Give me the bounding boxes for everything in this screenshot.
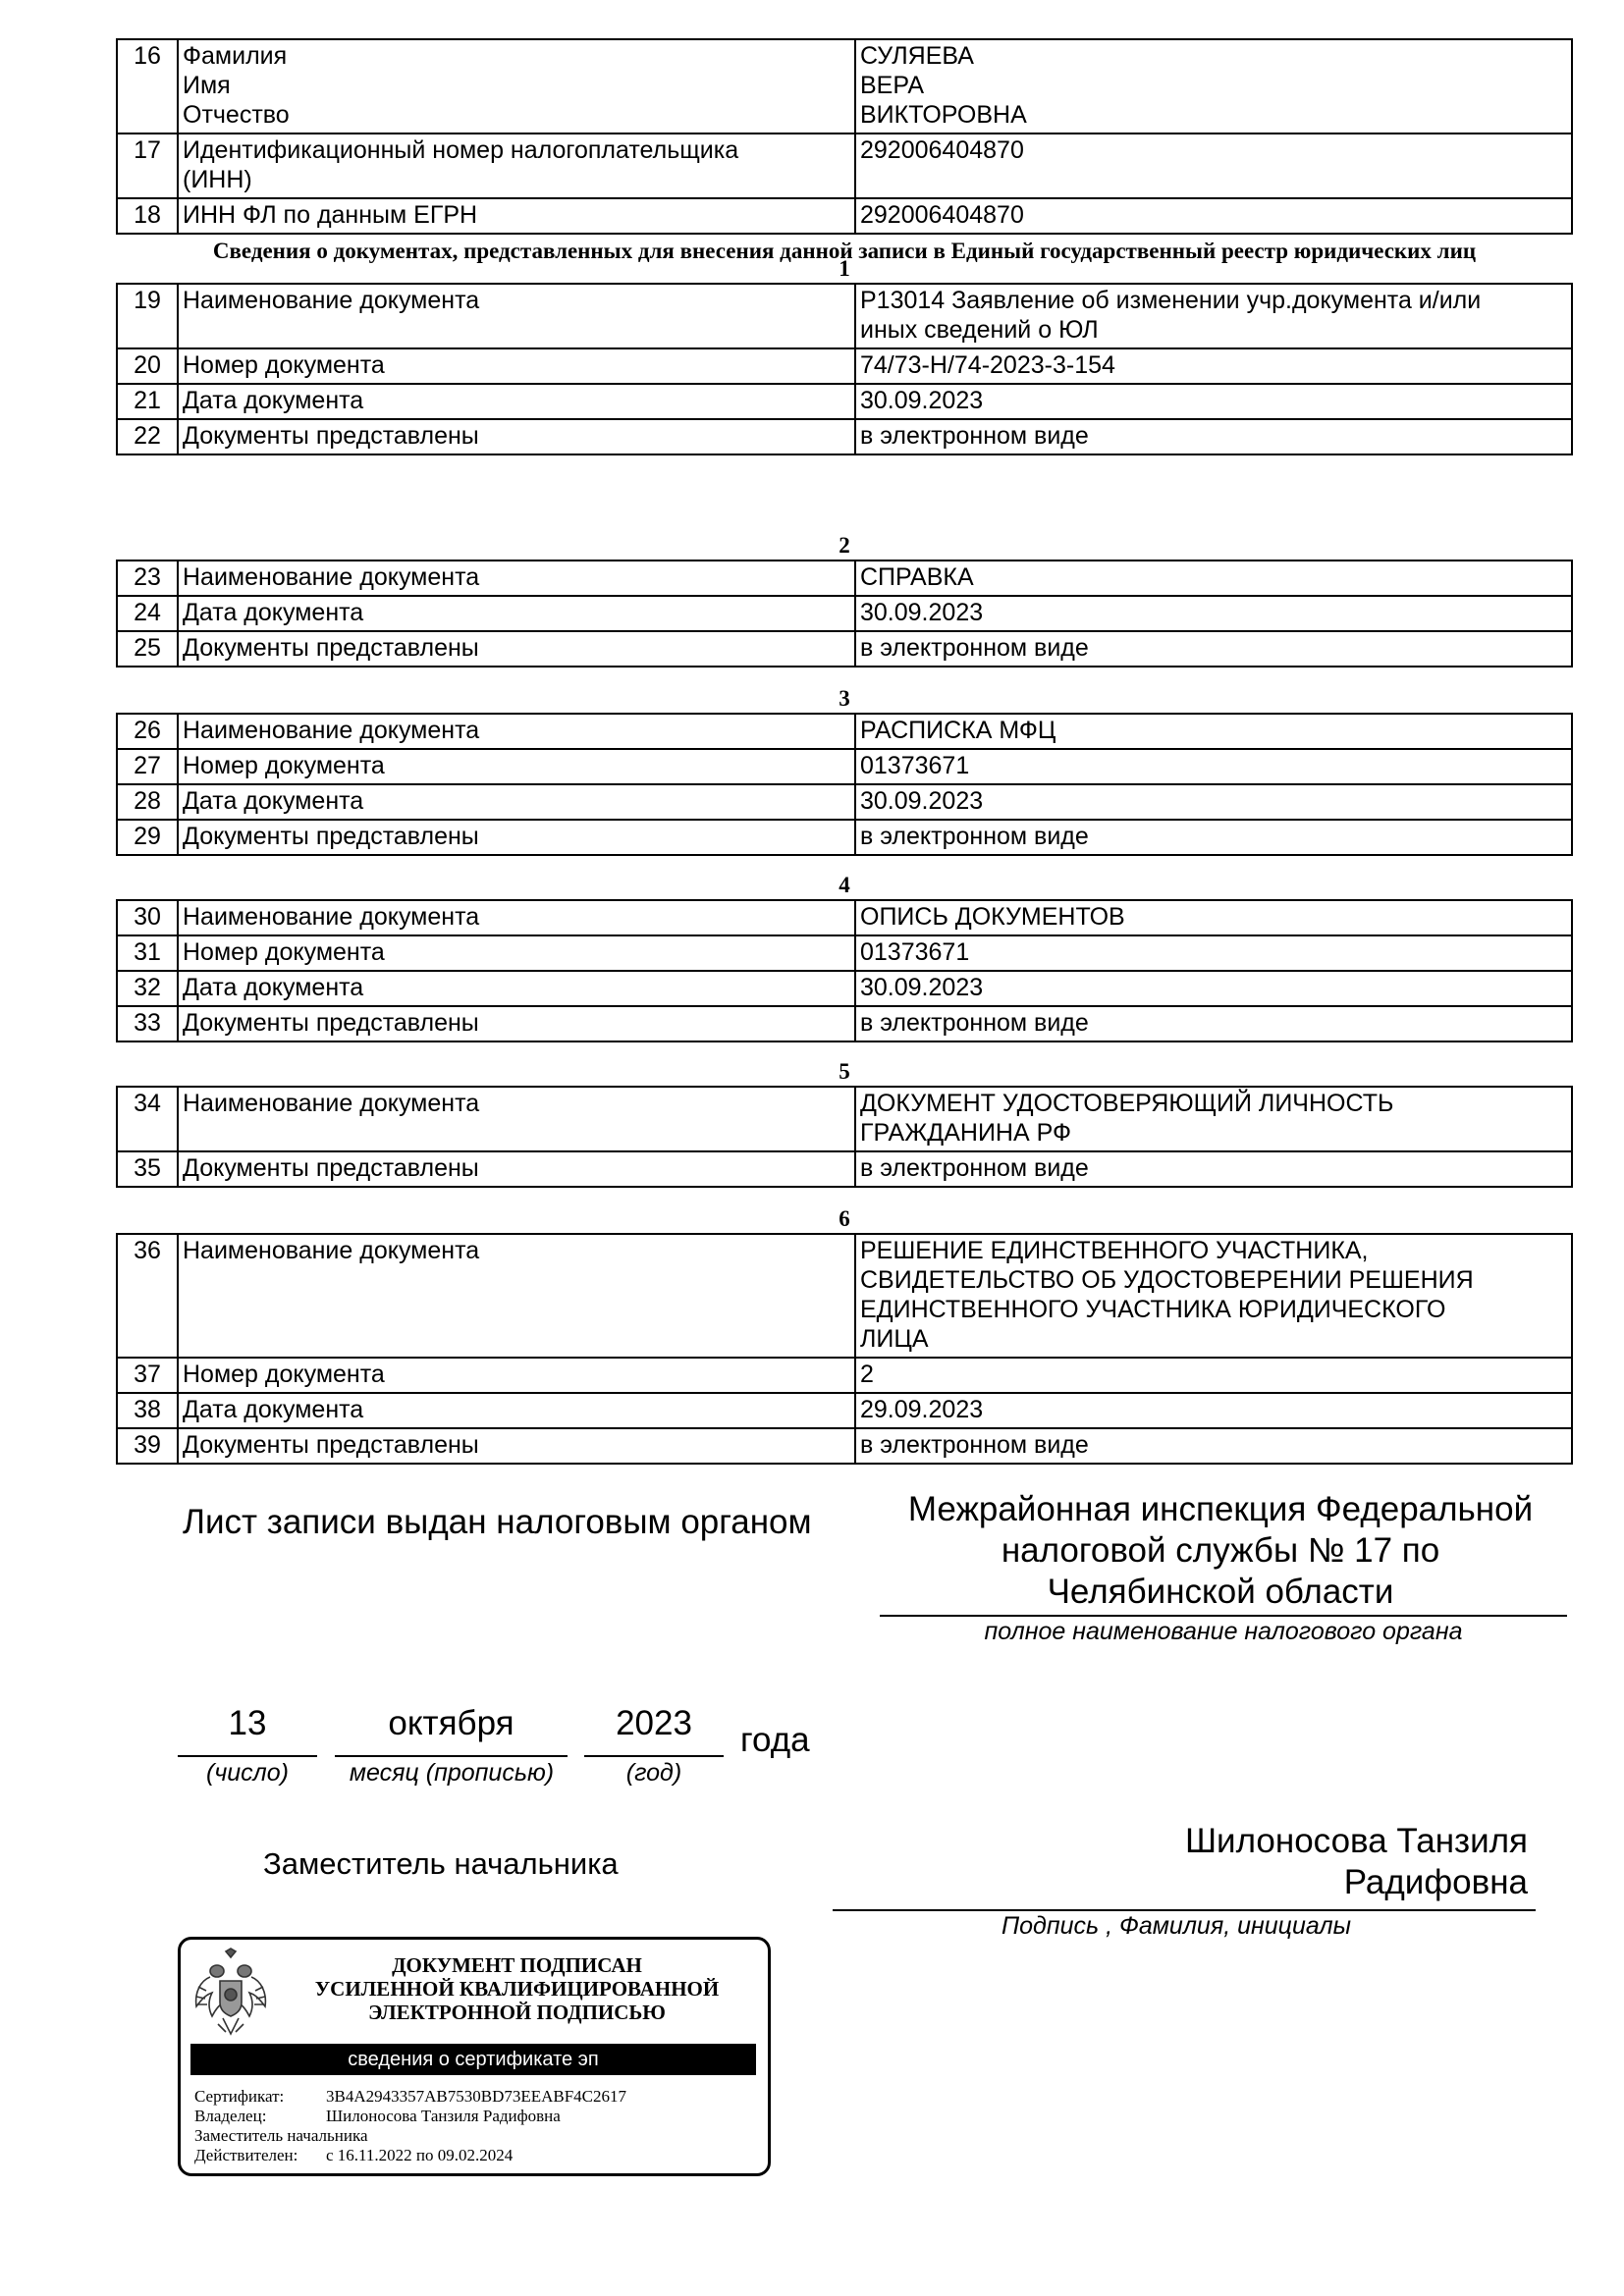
documents-heading: Сведения о документах, представленных для внесения данной записи в Единый государственный реестр юридических лиц (212, 239, 1477, 263)
table-row (117, 1234, 1572, 1358)
signature-caption: Подпись , Фамилия, инициалы (1001, 1912, 1351, 1940)
row-value: 2 (855, 1358, 1572, 1393)
row-number: 27 (117, 749, 178, 784)
date-suffix: года (740, 1721, 810, 1759)
row-number: 37 (117, 1358, 178, 1393)
row-label: Фамилия Имя Отчество (178, 39, 855, 133)
table-row (117, 820, 1572, 855)
signatory-name-line1: Шилоносова Танзиля (1184, 1822, 1528, 1860)
row-label: Номер документа (178, 1358, 855, 1393)
row-number: 24 (117, 596, 178, 631)
row-label: Номер документа (178, 749, 855, 784)
row-number: 22 (117, 419, 178, 454)
owner-row (194, 2107, 626, 2126)
row-value: Р13014 Заявление об изменении учр.документа и/или иных сведений о ЮЛ (855, 284, 1572, 348)
row-label: Идентификационный номер налогоплательщика (ИНН) (178, 133, 855, 198)
signature-underline (833, 1909, 1536, 1911)
row-value: СПРАВКА (855, 561, 1572, 596)
row-value: в электронном виде (855, 1151, 1572, 1187)
table-row (117, 971, 1572, 1006)
document-table (116, 713, 1573, 856)
row-label: Номер документа (178, 935, 855, 971)
row-value: 292006404870 (855, 133, 1572, 198)
row-label: Дата документа (178, 971, 855, 1006)
table-row (117, 384, 1572, 419)
signatory-name-line2: Радифовна (1343, 1863, 1528, 1901)
date-month: октября (388, 1704, 514, 1742)
row-number: 25 (117, 631, 178, 667)
row-value: 74/73-Н/74-2023-3-154 (855, 348, 1572, 384)
row-number: 35 (117, 1151, 178, 1187)
table-row (117, 198, 1572, 234)
section-number: 1 (839, 256, 850, 281)
certificate-info (194, 2087, 626, 2165)
row-label: Дата документа (178, 384, 855, 419)
row-value: 30.09.2023 (855, 971, 1572, 1006)
row-label: Документы представлены (178, 820, 855, 855)
document-table (116, 1086, 1573, 1188)
row-number: 21 (117, 384, 178, 419)
row-value: 292006404870 (855, 198, 1572, 234)
table-row (117, 284, 1572, 348)
stamp-title-line1: ДОКУМЕНТ ПОДПИСАН (392, 1953, 642, 1977)
signatory-name (982, 1821, 1528, 1903)
tax-authority-line2: налоговой службы № 17 по (1001, 1531, 1440, 1570)
document-table (116, 560, 1573, 667)
row-label: Документы представлены (178, 419, 855, 454)
date-day-underline (178, 1755, 317, 1757)
tax-authority-name (877, 1489, 1564, 1613)
row-value: ОПИСЬ ДОКУМЕНТОВ (855, 900, 1572, 935)
row-label: Дата документа (178, 784, 855, 820)
row-number: 19 (117, 284, 178, 348)
row-value: в электронном виде (855, 1006, 1572, 1041)
table-row (117, 631, 1572, 667)
table-row (117, 1393, 1572, 1428)
table-row (117, 900, 1572, 935)
date-year-caption: (год) (625, 1759, 682, 1787)
validity-row (194, 2146, 626, 2165)
row-value: 30.09.2023 (855, 596, 1572, 631)
table-row (117, 39, 1572, 133)
date-month-underline (335, 1755, 568, 1757)
table-row (117, 1006, 1572, 1041)
row-label: Дата документа (178, 596, 855, 631)
row-label: Наименование документа (178, 284, 855, 348)
certificate-label: Сертификат: (194, 2087, 285, 2106)
row-number: 18 (117, 198, 178, 234)
date-day-caption: (число) (206, 1759, 289, 1787)
section-number: 4 (839, 873, 850, 897)
row-label: Наименование документа (178, 561, 855, 596)
table-row (117, 784, 1572, 820)
row-value: 29.09.2023 (855, 1393, 1572, 1428)
section-number: 2 (839, 533, 850, 558)
row-label: Дата документа (178, 1393, 855, 1428)
date-year: 2023 (616, 1704, 692, 1742)
row-number: 31 (117, 935, 178, 971)
owner-value: Шилоносова Танзиля Радифовна (326, 2107, 561, 2125)
row-number: 26 (117, 714, 178, 749)
row-number: 29 (117, 820, 178, 855)
section-number: 3 (839, 686, 850, 711)
row-label: Наименование документа (178, 1234, 855, 1358)
tax-authority-line3: Челябинской области (1047, 1573, 1394, 1611)
owner-label: Владелец: (194, 2107, 267, 2125)
row-value: ДОКУМЕНТ УДОСТОВЕРЯЮЩИЙ ЛИЧНОСТЬ ГРАЖДАНИНА РФ (855, 1087, 1572, 1151)
table-row (117, 1151, 1572, 1187)
table-row (117, 419, 1572, 454)
row-number: 39 (117, 1428, 178, 1464)
table-row (117, 1087, 1572, 1151)
row-number: 28 (117, 784, 178, 820)
row-value: 01373671 (855, 935, 1572, 971)
stamp-title (294, 1953, 740, 2024)
issued-by-label: Лист записи выдан налоговым органом (183, 1503, 812, 1541)
tax-authority-line1: Межрайонная инспекция Федеральной (907, 1490, 1534, 1528)
row-label: Номер документа (178, 348, 855, 384)
row-value: 30.09.2023 (855, 784, 1572, 820)
date-day: 13 (228, 1704, 267, 1742)
row-number: 20 (117, 348, 178, 384)
tax-authority-underline (880, 1615, 1567, 1617)
certificate-info-bar: сведения о сертификате эп (190, 2044, 756, 2075)
row-label: Документы представлены (178, 631, 855, 667)
date-month-caption: месяц (прописью) (349, 1759, 555, 1787)
row-value: РЕШЕНИЕ ЕДИНСТВЕННОГО УЧАСТНИКА, СВИДЕТЕЛЬСТВО ОБ УДОСТОВЕРЕНИИ РЕШЕНИЯ ЕДИНСТВЕННОГО УЧАСТНИКА ЮРИДИЧЕСКОГО ЛИЦА (855, 1234, 1572, 1358)
table-row (117, 935, 1572, 971)
row-value: 01373671 (855, 749, 1572, 784)
table-row (117, 596, 1572, 631)
row-number: 30 (117, 900, 178, 935)
stamp-title-line3: ЭЛЕКТРОННОЙ ПОДПИСЬЮ (368, 2001, 666, 2024)
row-value: СУЛЯЕВА ВЕРА ВИКТОРОВНА (855, 39, 1572, 133)
certificate-value: 3B4A2943357AB7530BD73EEABF4C2617 (326, 2087, 627, 2106)
validity-label: Действителен: (194, 2146, 298, 2164)
row-number: 38 (117, 1393, 178, 1428)
signatory-position: Заместитель начальника (263, 1846, 619, 1881)
section-number: 6 (839, 1206, 850, 1231)
table-row (117, 348, 1572, 384)
row-label: Наименование документа (178, 900, 855, 935)
row-value: РАСПИСКА МФЦ (855, 714, 1572, 749)
stamp-title-line2: УСИЛЕННОЙ КВАЛИФИЦИРОВАННОЙ (314, 1977, 720, 2001)
electronic-signature-stamp (178, 1937, 771, 2176)
row-number: 33 (117, 1006, 178, 1041)
document-table (116, 899, 1573, 1042)
table-row (117, 1428, 1572, 1464)
table-row (117, 561, 1572, 596)
validity-value: с 16.11.2022 по 09.02.2024 (326, 2146, 514, 2164)
row-label: Документы представлены (178, 1151, 855, 1187)
row-number: 36 (117, 1234, 178, 1358)
row-value: 30.09.2023 (855, 384, 1572, 419)
row-label: Наименование документа (178, 1087, 855, 1151)
row-value: в электронном виде (855, 1428, 1572, 1464)
section-number: 5 (839, 1059, 850, 1084)
row-label: Документы представлены (178, 1006, 855, 1041)
date-year-underline (584, 1755, 724, 1757)
row-label: Наименование документа (178, 714, 855, 749)
row-value: в электронном виде (855, 631, 1572, 667)
owner-position: Заместитель начальника (194, 2126, 368, 2145)
person-table-body (117, 39, 1572, 234)
table-row (117, 749, 1572, 784)
row-number: 16 (117, 39, 178, 133)
row-number: 23 (117, 561, 178, 596)
person-table (116, 38, 1573, 235)
table-row (117, 714, 1572, 749)
row-value: в электронном виде (855, 820, 1572, 855)
row-label: ИНН ФЛ по данным ЕГРН (178, 198, 855, 234)
tax-authority-caption: полное наименование налогового органа (984, 1618, 1463, 1645)
row-value: в электронном виде (855, 419, 1572, 454)
row-label: Документы представлены (178, 1428, 855, 1464)
owner-position-row (194, 2126, 626, 2146)
russian-coat-of-arms-icon (190, 1948, 271, 2038)
row-number: 32 (117, 971, 178, 1006)
table-row (117, 133, 1572, 198)
table-row (117, 1358, 1572, 1393)
certificate-row (194, 2087, 626, 2107)
row-number: 34 (117, 1087, 178, 1151)
row-number: 17 (117, 133, 178, 198)
document-table (116, 283, 1573, 455)
document-table (116, 1233, 1573, 1465)
